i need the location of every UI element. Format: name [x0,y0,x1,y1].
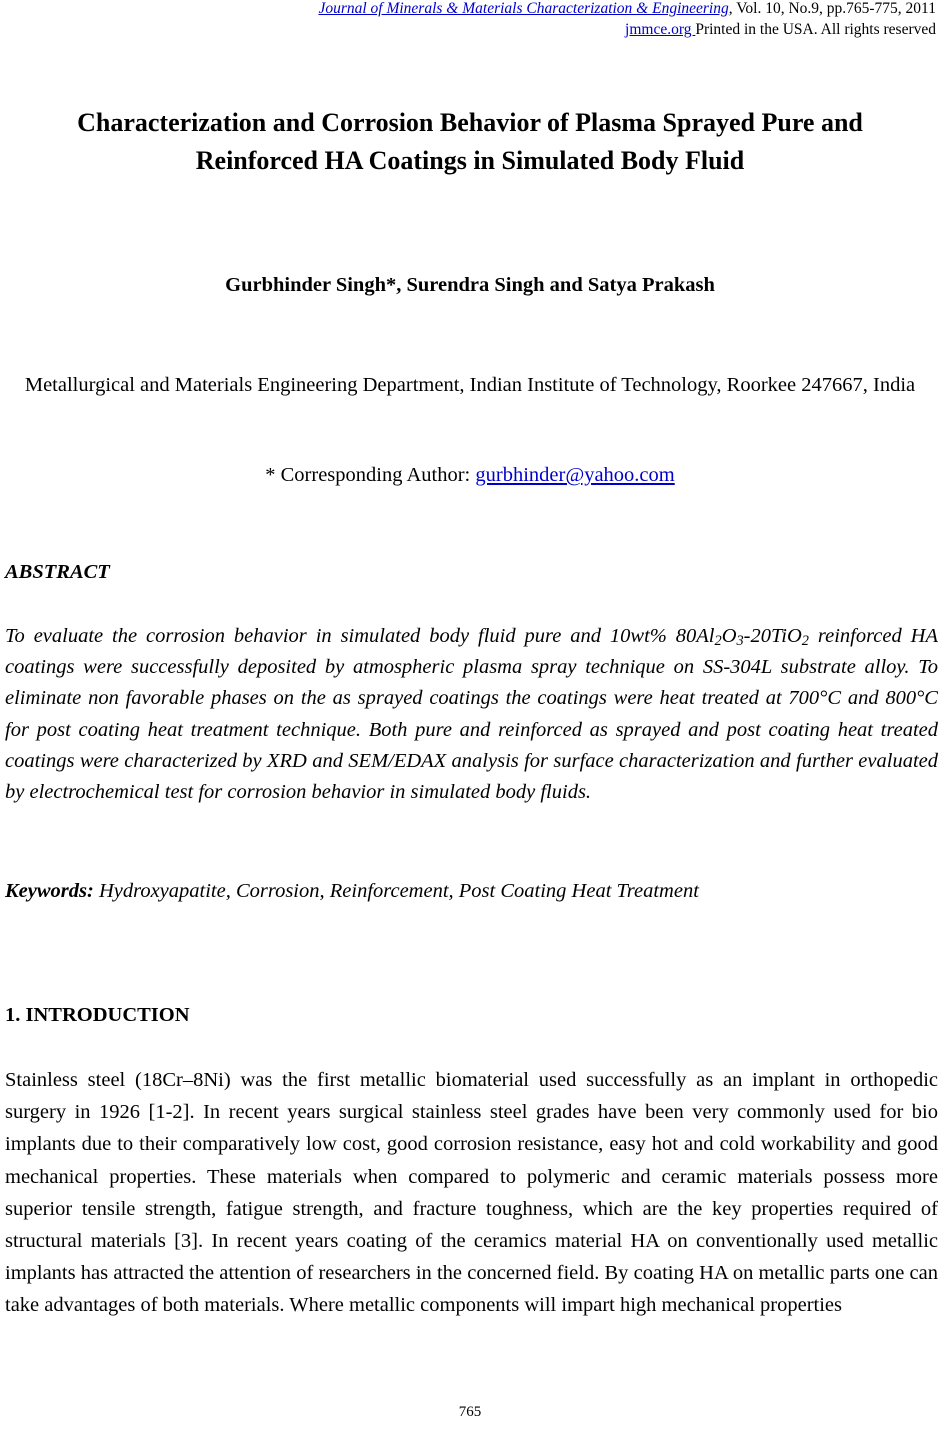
email-link[interactable]: gurbhinder@yahoo.com [475,464,675,486]
keywords [5,876,938,907]
corresponding-label: * Corresponding Author: [265,464,476,486]
abstract-heading: ABSTRACT [5,561,110,583]
abstract-sub3: 2 [801,633,809,649]
abstract-part2: O [721,625,737,647]
paper-title [20,104,920,180]
abstract-part3: -20TiO [743,625,802,647]
abstract-sub2: 3 [736,633,744,649]
corresponding-author [0,464,940,487]
journal-name-link[interactable]: Journal of Minerals & Materials Characterization & Engineering [318,0,729,17]
paper-title-line1: Characterization and Corrosion Behavior of Plasma Sprayed Pure and [77,108,863,137]
abstract-part4: reinforced HA coatings were successfully deposited by atmospheric plasma spray technique on SS-304L substrate alloy. To eliminate non favorable phases on the as sprayed coatings the coatings were heat treated at 700°C and 800°C for post coating heat treatment technique. Both pure and reinforced as sprayed and post coating heat treated coatings were characterized by XRD and SEM/EDAX analysis for surface characterization and further evaluated by electrochemical test for corrosion behavior in simulated body fluids. [5,625,938,804]
journal-header [318,0,936,18]
page-number: 765 [458,1404,482,1420]
site-link[interactable]: jmmce.org [625,21,696,38]
abstract-part1: To evaluate the corrosion behavior in simulated body fluid pure and 10wt% 80Al [5,625,715,647]
journal-subheader [625,21,936,39]
abstract-text [5,621,938,808]
keywords-label: Keywords: [5,880,94,902]
introduction-text: Stainless steel (18Cr–8Ni) was the first metallic biomaterial used successfully as an implant in orthopedic surgery in 1926 [1-2]. In recent years surgical stainless steel grades have been very commonly used for bio implants due to their comparatively low cost, good corrosion resistance, easy hot and cold workability and good mechanical properties. These materials when compared to polymeric and ceramic materials possess more superior tensile strength, fatigue strength, and fracture toughness, which are the key properties required of structural materials [3]. In recent years coating of the ceramics material HA on conventionally used metallic implants has attracted the attention of researchers in the concerned field. By coating HA on metallic parts one can take advantages of both materials. Where metallic components will impart high mechanical properties [5,1069,938,1317]
keywords-list: Hydroxyapatite, Corrosion, Reinforcement, Post Coating Heat Treatment [93,880,699,902]
introduction-heading: 1. INTRODUCTION [5,1004,190,1026]
journal-details: , Vol. 10, No.9, pp.765-775, 2011 [728,0,936,17]
rights-text: Printed in the USA. All rights reserved [695,21,936,38]
affiliation: Metallurgical and Materials Engineering Department, Indian Institute of Technology, Roorkee 247667, India [24,374,916,396]
abstract-sub1: 2 [714,633,722,649]
author-list: Gurbhinder Singh*, Surendra Singh and Satya Prakash [225,274,715,296]
paper-title-line2: Reinforced HA Coatings in Simulated Body Fluid [195,146,745,175]
